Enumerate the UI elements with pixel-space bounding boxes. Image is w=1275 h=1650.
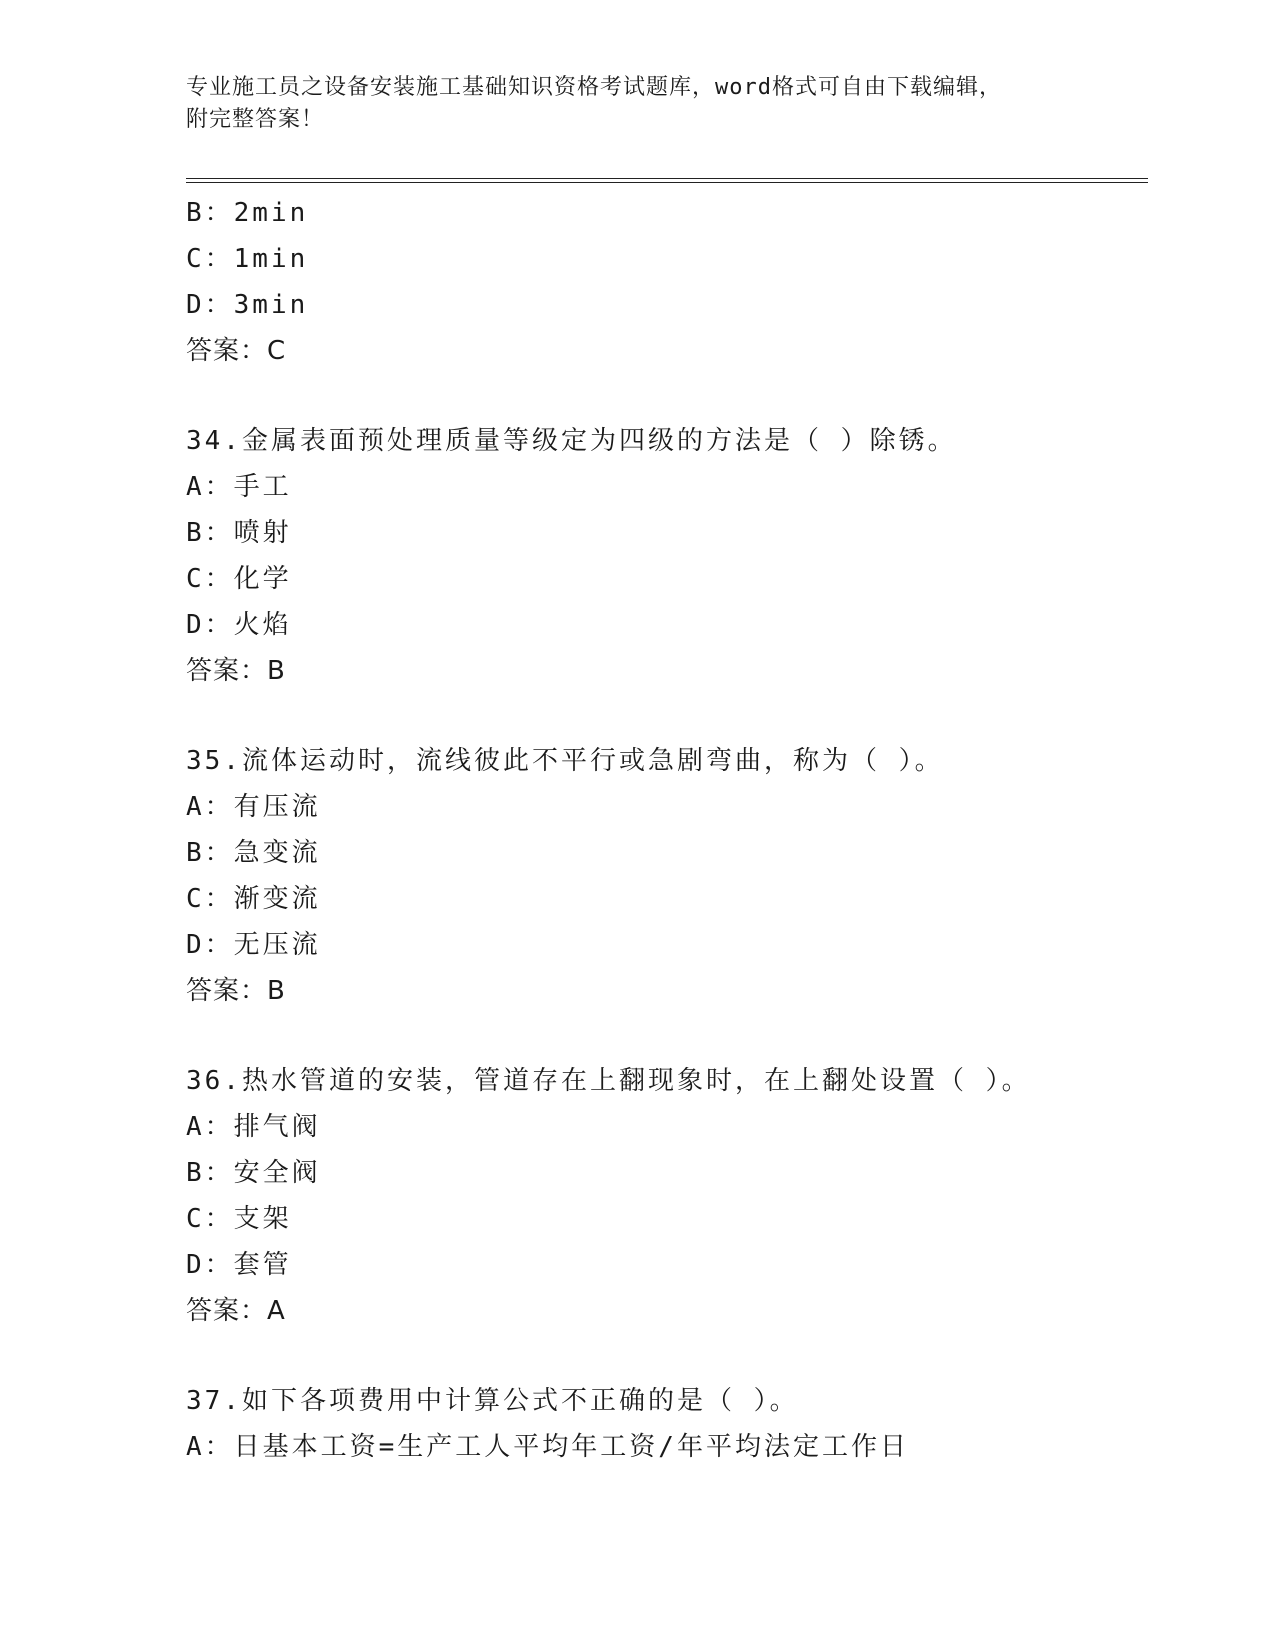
question-36 <box>186 1058 1146 1334</box>
answer-line: 答案：B <box>186 976 286 1006</box>
spacer <box>186 1014 1146 1058</box>
option-c: C：支架 <box>186 1204 292 1234</box>
option-a: A：排气阀 <box>186 1112 321 1142</box>
question-37 <box>186 1378 1146 1470</box>
option-a: A：日基本工资=生产工人平均年工资/年平均法定工作日 <box>186 1432 909 1462</box>
answer-line: 答案：C <box>186 336 287 366</box>
question-list <box>186 190 1146 1470</box>
question-33-continued <box>186 190 1146 374</box>
question-34 <box>186 418 1146 694</box>
answer-line: 答案：A <box>186 1296 286 1326</box>
option-b: B：急变流 <box>186 838 321 868</box>
spacer <box>186 374 1146 418</box>
header-divider <box>186 178 1148 183</box>
question-stem: 37.如下各项费用中计算公式不正确的是（ ）。 <box>186 1386 799 1416</box>
option-b: B：安全阀 <box>186 1158 321 1188</box>
option-c: C：1min <box>186 244 309 274</box>
option-a: A：手工 <box>186 472 292 502</box>
header-line-1: 专业施工员之设备安装施工基础知识资格考试题库，word格式可自由下载编辑， <box>186 75 1002 100</box>
option-b: B：喷射 <box>186 518 292 548</box>
option-d: D：套管 <box>186 1250 292 1280</box>
option-d: D：3min <box>186 290 309 320</box>
option-a: A：有压流 <box>186 792 321 822</box>
spacer <box>186 694 1146 738</box>
header-line-2: 附完整答案！ <box>186 107 325 132</box>
option-d: D：火焰 <box>186 610 292 640</box>
document-header <box>186 72 1086 136</box>
answer-line: 答案：B <box>186 656 286 686</box>
spacer <box>186 1334 1146 1378</box>
option-c: C：渐变流 <box>186 884 321 914</box>
question-35 <box>186 738 1146 1014</box>
question-stem: 36.热水管道的安装，管道存在上翻现象时，在上翻处设置（ ）。 <box>186 1066 1031 1096</box>
question-stem: 34.金属表面预处理质量等级定为四级的方法是（ ）除锈。 <box>186 426 957 456</box>
option-b: B：2min <box>186 198 309 228</box>
question-stem: 35.流体运动时，流线彼此不平行或急剧弯曲，称为（ ）。 <box>186 746 944 776</box>
option-d: D：无压流 <box>186 930 321 960</box>
option-c: C：化学 <box>186 564 292 594</box>
